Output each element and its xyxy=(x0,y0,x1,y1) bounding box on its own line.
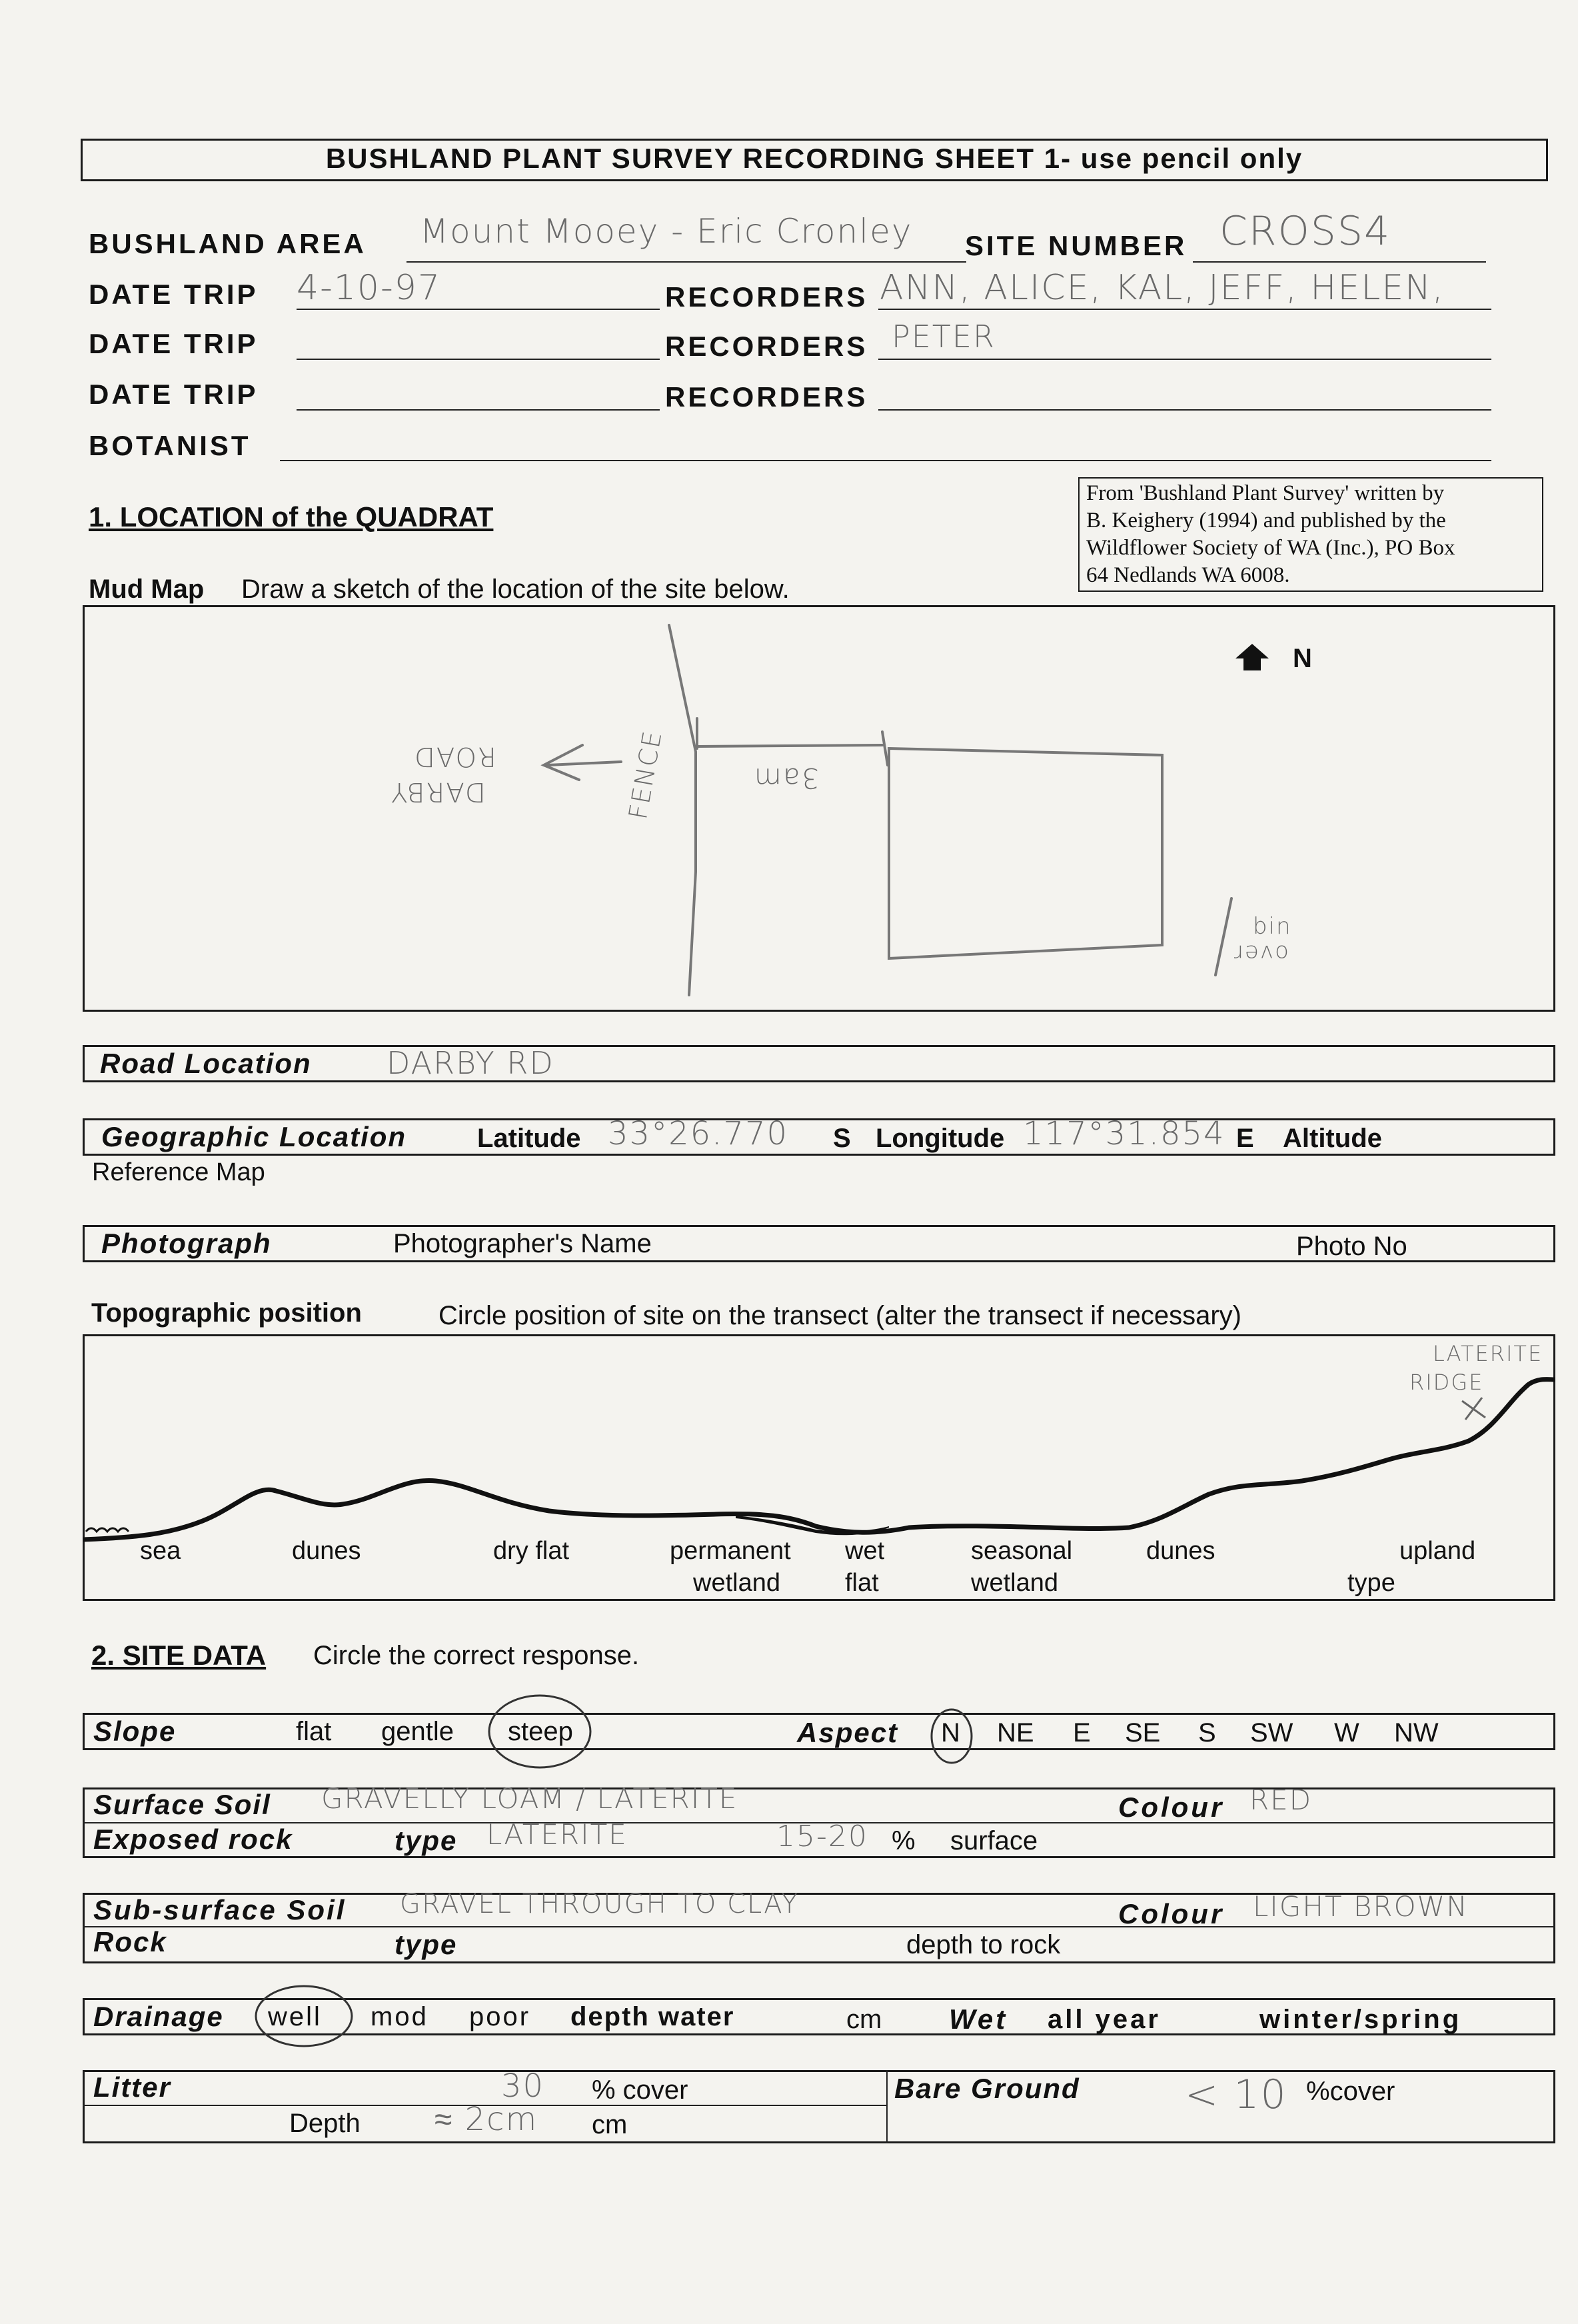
litter-depth-value[interactable]: ≈ 2cm xyxy=(434,2101,538,2138)
bare-ground-label: Bare Ground xyxy=(894,2073,1080,2104)
topo-dunes-2: dunes xyxy=(1146,1537,1215,1565)
sketch-road-label: ROAD xyxy=(413,741,496,772)
wet-label: Wet xyxy=(949,2003,1008,2035)
date-trip-2-label: DATE TRIP xyxy=(89,328,259,359)
wet-winter-spring[interactable]: winter/spring xyxy=(1259,2005,1462,2034)
source-note-line-1: From 'Bushland Plant Survey' written by xyxy=(1086,481,1445,505)
source-note-line-3: Wildflower Society of WA (Inc.), PO Box xyxy=(1086,536,1455,560)
topo-permanent: permanent xyxy=(670,1537,791,1565)
aspect-se[interactable]: SE xyxy=(1125,1718,1161,1747)
recorders-1-value[interactable]: ANN, ALICE, KAL, JEFF, HELEN, xyxy=(880,268,1445,308)
recorders-1-label: RECORDERS xyxy=(665,281,868,313)
subsurface-soil-divider xyxy=(83,1926,1555,1927)
recorders-2-line xyxy=(878,359,1491,360)
litter-cover-value[interactable]: 30 xyxy=(501,2067,545,2105)
transect-profile xyxy=(83,1380,1555,1540)
topo-seasonal: seasonal xyxy=(971,1537,1073,1565)
exposed-rock-surface-label: surface xyxy=(950,1826,1038,1855)
botanist-line xyxy=(280,460,1491,461)
topo-sea: sea xyxy=(140,1537,181,1565)
slope-steep-circle xyxy=(486,1692,593,1771)
rock-type-label: type xyxy=(394,1929,458,1960)
recorders-2-value[interactable]: PETER xyxy=(892,319,996,355)
bushland-area-line xyxy=(406,261,966,263)
exposed-rock-pct-value[interactable]: 15-20 xyxy=(776,1819,868,1853)
road-location-label: Road Location xyxy=(100,1048,312,1079)
site-number-line xyxy=(1193,261,1486,263)
botanist-label: BOTANIST xyxy=(89,430,251,461)
slope-label: Slope xyxy=(93,1716,177,1747)
aspect-label: Aspect xyxy=(797,1717,899,1748)
topo-note-laterite: LATERITE xyxy=(1433,1341,1543,1366)
aspect-ne[interactable]: NE xyxy=(997,1718,1034,1747)
topo-permanent-wetland: wetland xyxy=(693,1569,780,1597)
aspect-e[interactable]: E xyxy=(1073,1718,1091,1747)
subsurface-colour-value[interactable]: LIGHT BROWN xyxy=(1253,1890,1469,1923)
wet-all-year[interactable]: all year xyxy=(1048,2005,1161,2034)
topo-seasonal-wetland: wetland xyxy=(971,1569,1058,1597)
road-arrow xyxy=(544,745,621,780)
drainage-label: Drainage xyxy=(93,2001,224,2032)
latitude-value[interactable]: 33°26.770 xyxy=(608,1115,789,1152)
drainage-mod[interactable]: mod xyxy=(371,2002,428,2031)
date-trip-2-line xyxy=(297,359,660,360)
site-quadrat-outline xyxy=(889,748,1162,958)
topo-upland: upland xyxy=(1399,1537,1476,1565)
date-trip-3-label: DATE TRIP xyxy=(89,379,259,410)
depth-water-label: depth water xyxy=(570,2002,735,2031)
north-arrow-icon xyxy=(1235,644,1269,670)
depth-to-rock-label: depth to rock xyxy=(906,1930,1061,1959)
slope-steep[interactable]: steep xyxy=(508,1717,573,1746)
subsurface-soil-label: Sub-surface Soil xyxy=(93,1894,347,1925)
photograph-label: Photograph xyxy=(101,1228,272,1259)
reference-map-label: Reference Map xyxy=(92,1158,265,1186)
sketch-distance-label: 3am xyxy=(753,762,820,794)
north-label: N xyxy=(1293,644,1312,673)
sketch-over-label: over xyxy=(1233,940,1289,966)
site-number-value[interactable]: CROSS4 xyxy=(1219,208,1391,255)
aspect-n[interactable]: N xyxy=(941,1718,960,1747)
recorders-1-line xyxy=(878,309,1491,310)
site-number-label: SITE NUMBER xyxy=(965,230,1187,261)
recorders-3-label: RECORDERS xyxy=(665,381,868,413)
mud-map-instruction: Draw a sketch of the location of the site below. xyxy=(241,575,790,604)
date-trip-3-line xyxy=(297,409,660,411)
aspect-nw[interactable]: NW xyxy=(1394,1718,1439,1747)
aspect-w[interactable]: W xyxy=(1334,1718,1359,1747)
litter-depth-label: Depth xyxy=(289,2109,361,2138)
exposed-rock-type-value[interactable]: LATERITE xyxy=(486,1818,628,1851)
drainage-well[interactable]: well xyxy=(268,2002,322,2031)
surface-colour-label: Colour xyxy=(1118,1791,1225,1823)
topo-wet-flat: flat xyxy=(845,1569,879,1597)
fence-line xyxy=(669,625,696,995)
exposed-rock-type-label: type xyxy=(394,1825,458,1856)
sea-waves xyxy=(86,1528,129,1532)
exposed-rock-label: Exposed rock xyxy=(93,1823,293,1855)
drainage-poor[interactable]: poor xyxy=(469,2002,531,2031)
recorders-3-line xyxy=(878,409,1491,411)
exposed-rock-pct-label: % xyxy=(892,1826,916,1855)
page-title: BUSHLAND PLANT SURVEY RECORDING SHEET 1- use pencil only xyxy=(325,143,1303,174)
section-2-title: 2. SITE DATA xyxy=(91,1640,267,1671)
mud-map-sketch xyxy=(83,605,1555,1012)
sketch-bin-label: bin xyxy=(1253,913,1292,940)
mud-map-label: Mud Map xyxy=(89,575,205,604)
topo-dry-flat: dry flat xyxy=(493,1537,570,1565)
geographic-location-label: Geographic Location xyxy=(101,1121,407,1152)
topo-note-ridge: RIDGE xyxy=(1409,1370,1484,1395)
topo-wet: wet xyxy=(845,1537,885,1565)
source-note-line-4: 64 Nedlands WA 6008. xyxy=(1086,563,1290,587)
bin-marker xyxy=(1215,898,1231,975)
bare-ground-value[interactable]: < 10 xyxy=(1185,2071,1287,2118)
litter-depth-cm-label: cm xyxy=(592,2110,628,2139)
bushland-area-label: BUSHLAND AREA xyxy=(89,228,367,259)
section-1-title: 1. LOCATION of the QUADRAT xyxy=(89,501,494,533)
sketch-darby-label: DARBY xyxy=(390,776,486,807)
topo-type: type xyxy=(1347,1569,1395,1597)
topographic-position-label: Topographic position xyxy=(91,1298,362,1328)
latitude-hemisphere: S xyxy=(833,1124,851,1153)
longitude-label: Longitude xyxy=(876,1124,1005,1153)
bare-ground-cover-label: %cover xyxy=(1306,2077,1395,2106)
aspect-sw[interactable]: SW xyxy=(1250,1718,1293,1747)
source-note-line-2: B. Keighery (1994) and published by the xyxy=(1086,509,1446,533)
slope-flat[interactable]: flat xyxy=(296,1717,332,1746)
depth-water-cm-label: cm xyxy=(846,2005,882,2034)
date-trip-1-label: DATE TRIP xyxy=(89,279,259,310)
surface-soil-label: Surface Soil xyxy=(93,1789,271,1820)
surface-colour-value[interactable]: RED xyxy=(1249,1783,1313,1816)
drainage-well-circle xyxy=(252,1981,359,2051)
section-2-instruction: Circle the correct response. xyxy=(313,1641,640,1670)
site-mark-x xyxy=(1462,1398,1485,1420)
date-trip-1-value[interactable]: 4-10-97 xyxy=(297,268,441,308)
litter-divider-vertical xyxy=(886,2070,888,2143)
rock-label: Rock xyxy=(93,1926,167,1957)
longitude-hemisphere: E xyxy=(1236,1124,1254,1153)
topo-dunes-1: dunes xyxy=(292,1537,361,1565)
photo-no-label: Photo No xyxy=(1296,1232,1407,1261)
aspect-n-circle xyxy=(928,1706,975,1766)
road-location-value[interactable]: DARBY RD xyxy=(387,1045,554,1081)
longitude-value[interactable]: 117°31.854 xyxy=(1023,1115,1225,1152)
aspect-s[interactable]: S xyxy=(1198,1718,1216,1747)
litter-cover-label: % cover xyxy=(592,2075,688,2105)
photographer-name-label: Photographer's Name xyxy=(393,1229,652,1258)
date-trip-1-line xyxy=(297,309,660,310)
sketch-fence-label: FENCE xyxy=(623,728,668,822)
surface-soil-value[interactable]: GRAVELLY LOAM / LATERITE xyxy=(321,1782,738,1815)
litter-label: Litter xyxy=(93,2071,171,2103)
topographic-instruction: Circle position of site on the transect (alter the transect if necessary) xyxy=(438,1301,1241,1330)
slope-gentle[interactable]: gentle xyxy=(381,1717,454,1746)
altitude-label: Altitude xyxy=(1283,1124,1382,1153)
subsurface-soil-value[interactable]: GRAVEL THROUGH TO CLAY xyxy=(400,1889,799,1919)
bushland-area-value[interactable]: Mount Mooey - Eric Cronley xyxy=(420,212,913,251)
latitude-label: Latitude xyxy=(477,1124,581,1153)
subsurface-colour-label: Colour xyxy=(1118,1898,1225,1929)
recorders-2-label: RECORDERS xyxy=(665,331,868,362)
